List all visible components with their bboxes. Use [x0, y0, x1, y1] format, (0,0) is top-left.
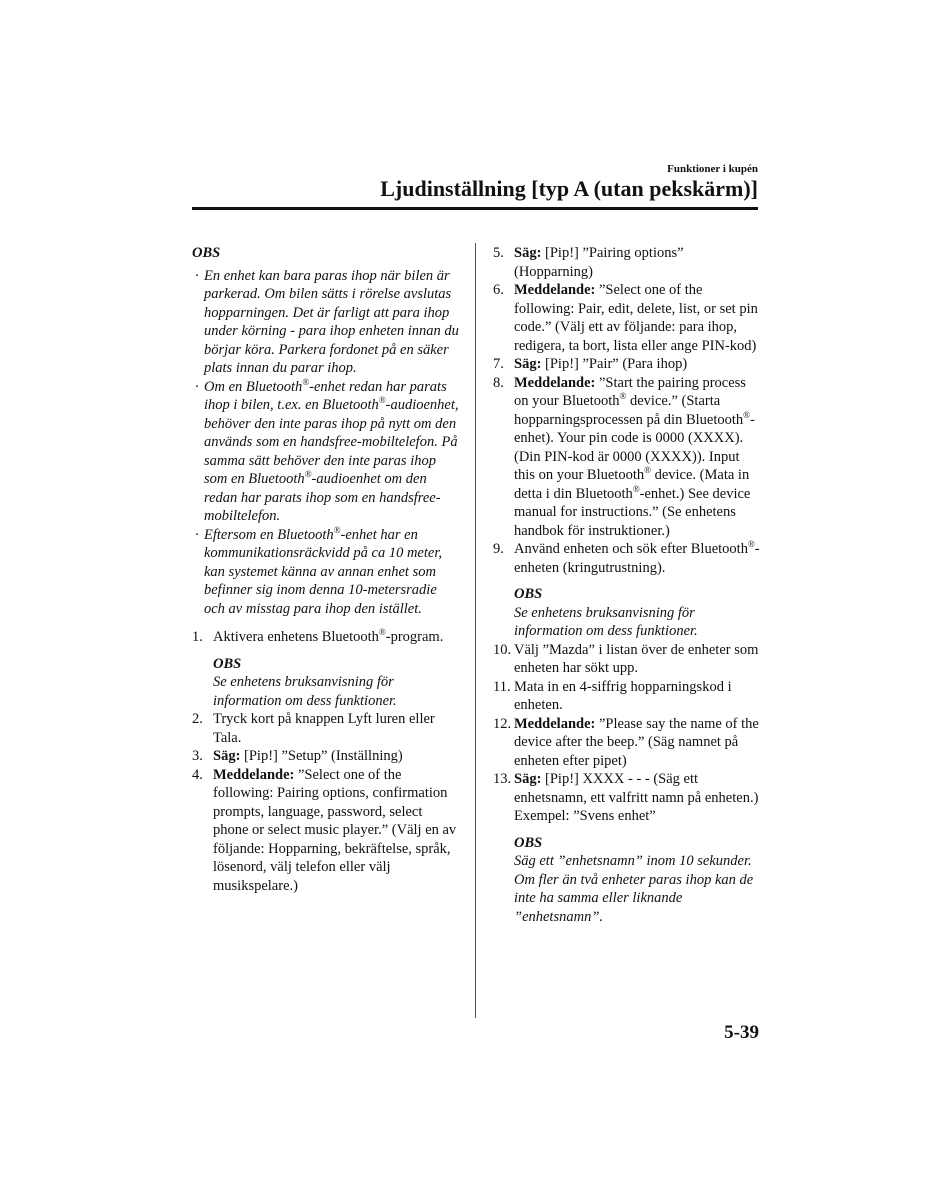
- step-number: 9.: [493, 541, 504, 557]
- obs-text: Säg ett ”enhetsnamn” inom 10 sekunder.: [514, 853, 752, 869]
- obs-text: Se enhetens bruksanvisning för information om dess funktioner.: [514, 604, 698, 639]
- step-1-obs: [213, 655, 460, 711]
- step-text: Tryck kort på knappen Lyft luren eller Tala.: [213, 711, 435, 746]
- obs-heading: OBS: [514, 834, 543, 851]
- obs-heading: OBS: [213, 655, 242, 672]
- step-11: [493, 678, 761, 715]
- step-1: [192, 628, 460, 647]
- title-rule: [192, 207, 758, 210]
- step-number: 7.: [493, 356, 504, 372]
- step-number: 1.: [192, 629, 203, 645]
- step-keyword: Säg:: [213, 748, 241, 764]
- step-text: [Pip!] ”Pairing options” (Hopparning): [514, 245, 684, 280]
- step-keyword: Säg:: [514, 245, 542, 261]
- step-number: 6.: [493, 282, 504, 298]
- bullet-dot: ·: [195, 378, 199, 395]
- step-text: [Pip!] XXXX - - - (Säg ett enhetsnamn, ett valfritt namn på enheten.): [514, 771, 759, 806]
- step-text: Mata in en 4-siffrig hopparningskod i enheten.: [514, 678, 732, 713]
- step-number: 11.: [493, 678, 511, 695]
- section-label: Funktioner i kupén: [667, 163, 758, 175]
- note-text: En enhet kan bara paras ihop när bilen är parkerad. Om bilen sätts i rörelse avslutas hopparningen. Det är farligt att para ihop under körning - para ihop enheten innan du börjar köra. Parkera fordonet på en säker plats innan du parar ihop.: [204, 267, 459, 376]
- step-number: 12.: [493, 715, 512, 732]
- note-bullet: [192, 378, 460, 526]
- page-number: 5-39: [724, 1022, 759, 1043]
- step-3: [192, 747, 460, 766]
- obs-text: Om fler än två enheter paras ihop kan de inte ha samma eller liknande ”enhetsnamn”.: [514, 871, 754, 925]
- step-number: 5.: [493, 245, 504, 261]
- step-8: [493, 374, 761, 541]
- column-divider: [475, 243, 476, 1018]
- step-keyword: Meddelande:: [514, 282, 596, 298]
- step-13: [493, 770, 761, 826]
- note-text: Om en Bluetooth®-enhet redan har parats ihop i bilen, t.ex. en Bluetooth®-audioenhet, behöver den inte paras ihop på nytt om den används som en handsfree-mobiltelefon. På samma sätt behöver den inte paras ihop som en Bluetooth®-audioenhet om den redan har parats ihop som en handsfree-mobiltelefon.: [204, 376, 459, 524]
- step-2: [192, 710, 460, 747]
- step-text: Aktivera enhetens Bluetooth®-program.: [213, 627, 444, 645]
- step-6: [493, 281, 761, 355]
- step-9: [493, 540, 761, 577]
- step-number: 10.: [493, 641, 512, 658]
- note-text: Eftersom en Bluetooth®-enhet har en kommunikationsräckvidd på ca 10 meter, kan systemet känna av annan enhet som befinner sig inom denna 10-metersradie och av misstag para ihop den istället.: [204, 524, 442, 617]
- bullet-dot: ·: [195, 526, 199, 543]
- step-number: 3.: [192, 748, 203, 764]
- left-column: [192, 244, 460, 895]
- step-keyword: Meddelande:: [213, 766, 295, 783]
- obs-heading: OBS: [192, 245, 221, 261]
- step-12: [493, 715, 761, 771]
- step-5: [493, 244, 761, 281]
- obs-text: Se enhetens bruksanvisning för information om dess funktioner.: [213, 674, 397, 709]
- obs-heading: OBS: [514, 586, 543, 602]
- step-text: ”Start the pairing process on your Bluetooth® device.” (Starta hopparningsprocessen på din Bluetooth®-enhet). Your pin code is 0000 (XXXX). (Din PIN-kod är 0000 (XXXX)). Input this on your Bluetooth® device. (Mata in detta i din Bluetooth®-enhet.) See device manual for instructions.” (Se enhetens handbok för instruktioner.): [514, 374, 755, 539]
- note-bullet: [192, 526, 460, 619]
- step-13-obs: [514, 834, 761, 927]
- step-keyword: Meddelande:: [514, 374, 596, 391]
- step-text: Använd enheten och sök efter Bluetooth®-enheten (kringutrustning).: [514, 539, 760, 576]
- step-text: Välj ”Mazda” i listan över de enheter som enheten har sökt upp.: [514, 641, 759, 676]
- step-number: 2.: [192, 711, 203, 727]
- step-number: 13.: [493, 771, 512, 787]
- step-example: Exempel: ”Svens enhet”: [514, 808, 656, 824]
- right-column: [493, 244, 761, 926]
- step-text: [Pip!] ”Pair” (Para ihop): [541, 356, 688, 372]
- step-keyword: Säg:: [514, 356, 542, 372]
- step-10: [493, 641, 761, 678]
- step-text: ”Select one of the following: Pair, edit, delete, list, or set pin code.” (Välj ett av följande: para ihop, redigera, ta bort, lista eller ange PIN-kod): [514, 282, 758, 354]
- step-text: ”Select one of the following: Pairing options, confirmation prompts, language, password, select phone or select music player.” (Välj en av följande: Hopparning, bekräftelse, språk, lösenord, välj telefon eller välj musikspelare.): [213, 766, 457, 894]
- step-text: ”Please say the name of the device after the beep.” (Säg namnet på enheten efter pipet): [514, 715, 759, 769]
- step-keyword: Meddelande:: [514, 715, 596, 732]
- step-number: 4.: [192, 766, 203, 783]
- step-text: [Pip!] ”Setup” (Inställning): [240, 748, 403, 764]
- step-9-obs: [514, 585, 761, 641]
- step-number: 8.: [493, 374, 504, 391]
- step-7: [493, 355, 761, 374]
- note-bullet: [192, 267, 460, 378]
- page-title: Ljudinställning [typ A (utan pekskärm)]: [380, 176, 758, 201]
- step-keyword: Säg:: [514, 771, 542, 787]
- bullet-dot: ·: [195, 267, 199, 284]
- step-4: [192, 766, 460, 896]
